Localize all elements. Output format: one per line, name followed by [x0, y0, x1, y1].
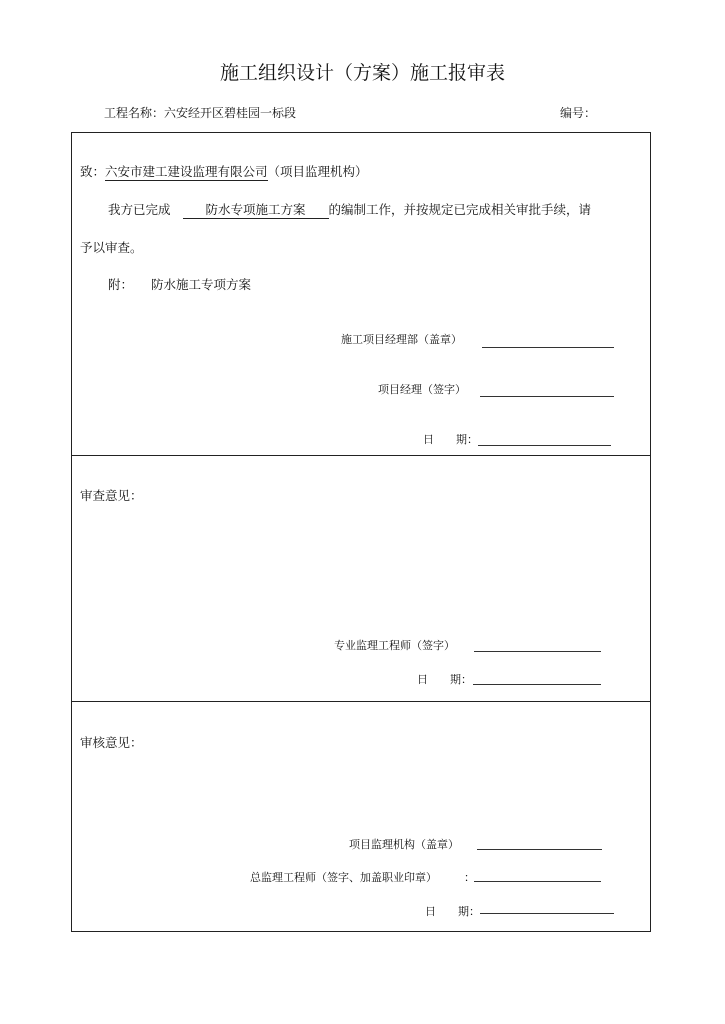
- approval-date-line[interactable]: [480, 913, 614, 914]
- form-title: 施工组织设计（方案）施工报审表: [219, 62, 505, 84]
- attachment-label: 附：: [108, 277, 134, 292]
- section-divider: [72, 701, 650, 702]
- chief-engineer-colon: ：: [464, 871, 475, 884]
- completion-statement-cont: 予以审查。: [80, 240, 143, 255]
- plan-name-field: 防水专项施工方案: [183, 200, 329, 219]
- project-name-row: [104, 104, 296, 121]
- review-date-line[interactable]: [473, 684, 601, 685]
- supervising-engineer-label: 专业监理工程师（签字）: [334, 639, 455, 652]
- submission-date-line[interactable]: [478, 445, 611, 446]
- project-name-label: 工程名称：: [104, 106, 165, 120]
- approval-date-label: 日 期：: [425, 905, 480, 918]
- project-manager-label: 项目经理（签字）: [378, 383, 466, 396]
- attachment-row: [108, 275, 251, 293]
- contractor-dept-label: 施工项目经理部（盖章）: [341, 333, 462, 346]
- recipient-suffix: （项目监理机构）: [267, 164, 368, 179]
- supervision-org-seal-line[interactable]: [477, 849, 602, 850]
- submission-date-label: 日 期：: [423, 433, 478, 446]
- form-table: [71, 132, 651, 932]
- review-opinion-heading: 审查意见：: [80, 488, 143, 503]
- completion-prefix: 我方已完成: [108, 202, 171, 217]
- to-label: 致：: [80, 164, 106, 179]
- chief-engineer-label: 总监理工程师（签字、加盖职业印章）: [250, 871, 437, 884]
- chief-engineer-signature-line[interactable]: [474, 881, 601, 882]
- supervision-org-label: 项目监理机构（盖章）: [349, 838, 459, 851]
- recipient-line: [80, 162, 368, 180]
- project-name-value: 六安经开区碧桂园一标段: [164, 106, 297, 120]
- supervising-engineer-signature-line[interactable]: [474, 651, 601, 652]
- audit-opinion-heading: 审核意见：: [80, 735, 143, 750]
- review-date-label: 日 期：: [417, 673, 472, 686]
- completion-statement: [108, 200, 591, 219]
- form-number-label: 编号：: [560, 106, 597, 120]
- recipient-name: 六安市建工建设监理有限公司: [105, 164, 268, 179]
- section-divider: [72, 455, 650, 456]
- completion-suffix: 的编制工作，并按规定已完成相关审批手续，请: [328, 202, 592, 217]
- project-manager-signature-line[interactable]: [480, 396, 614, 397]
- contractor-dept-seal-line[interactable]: [482, 347, 614, 348]
- attachment-value: 防水施工专项方案: [151, 277, 252, 292]
